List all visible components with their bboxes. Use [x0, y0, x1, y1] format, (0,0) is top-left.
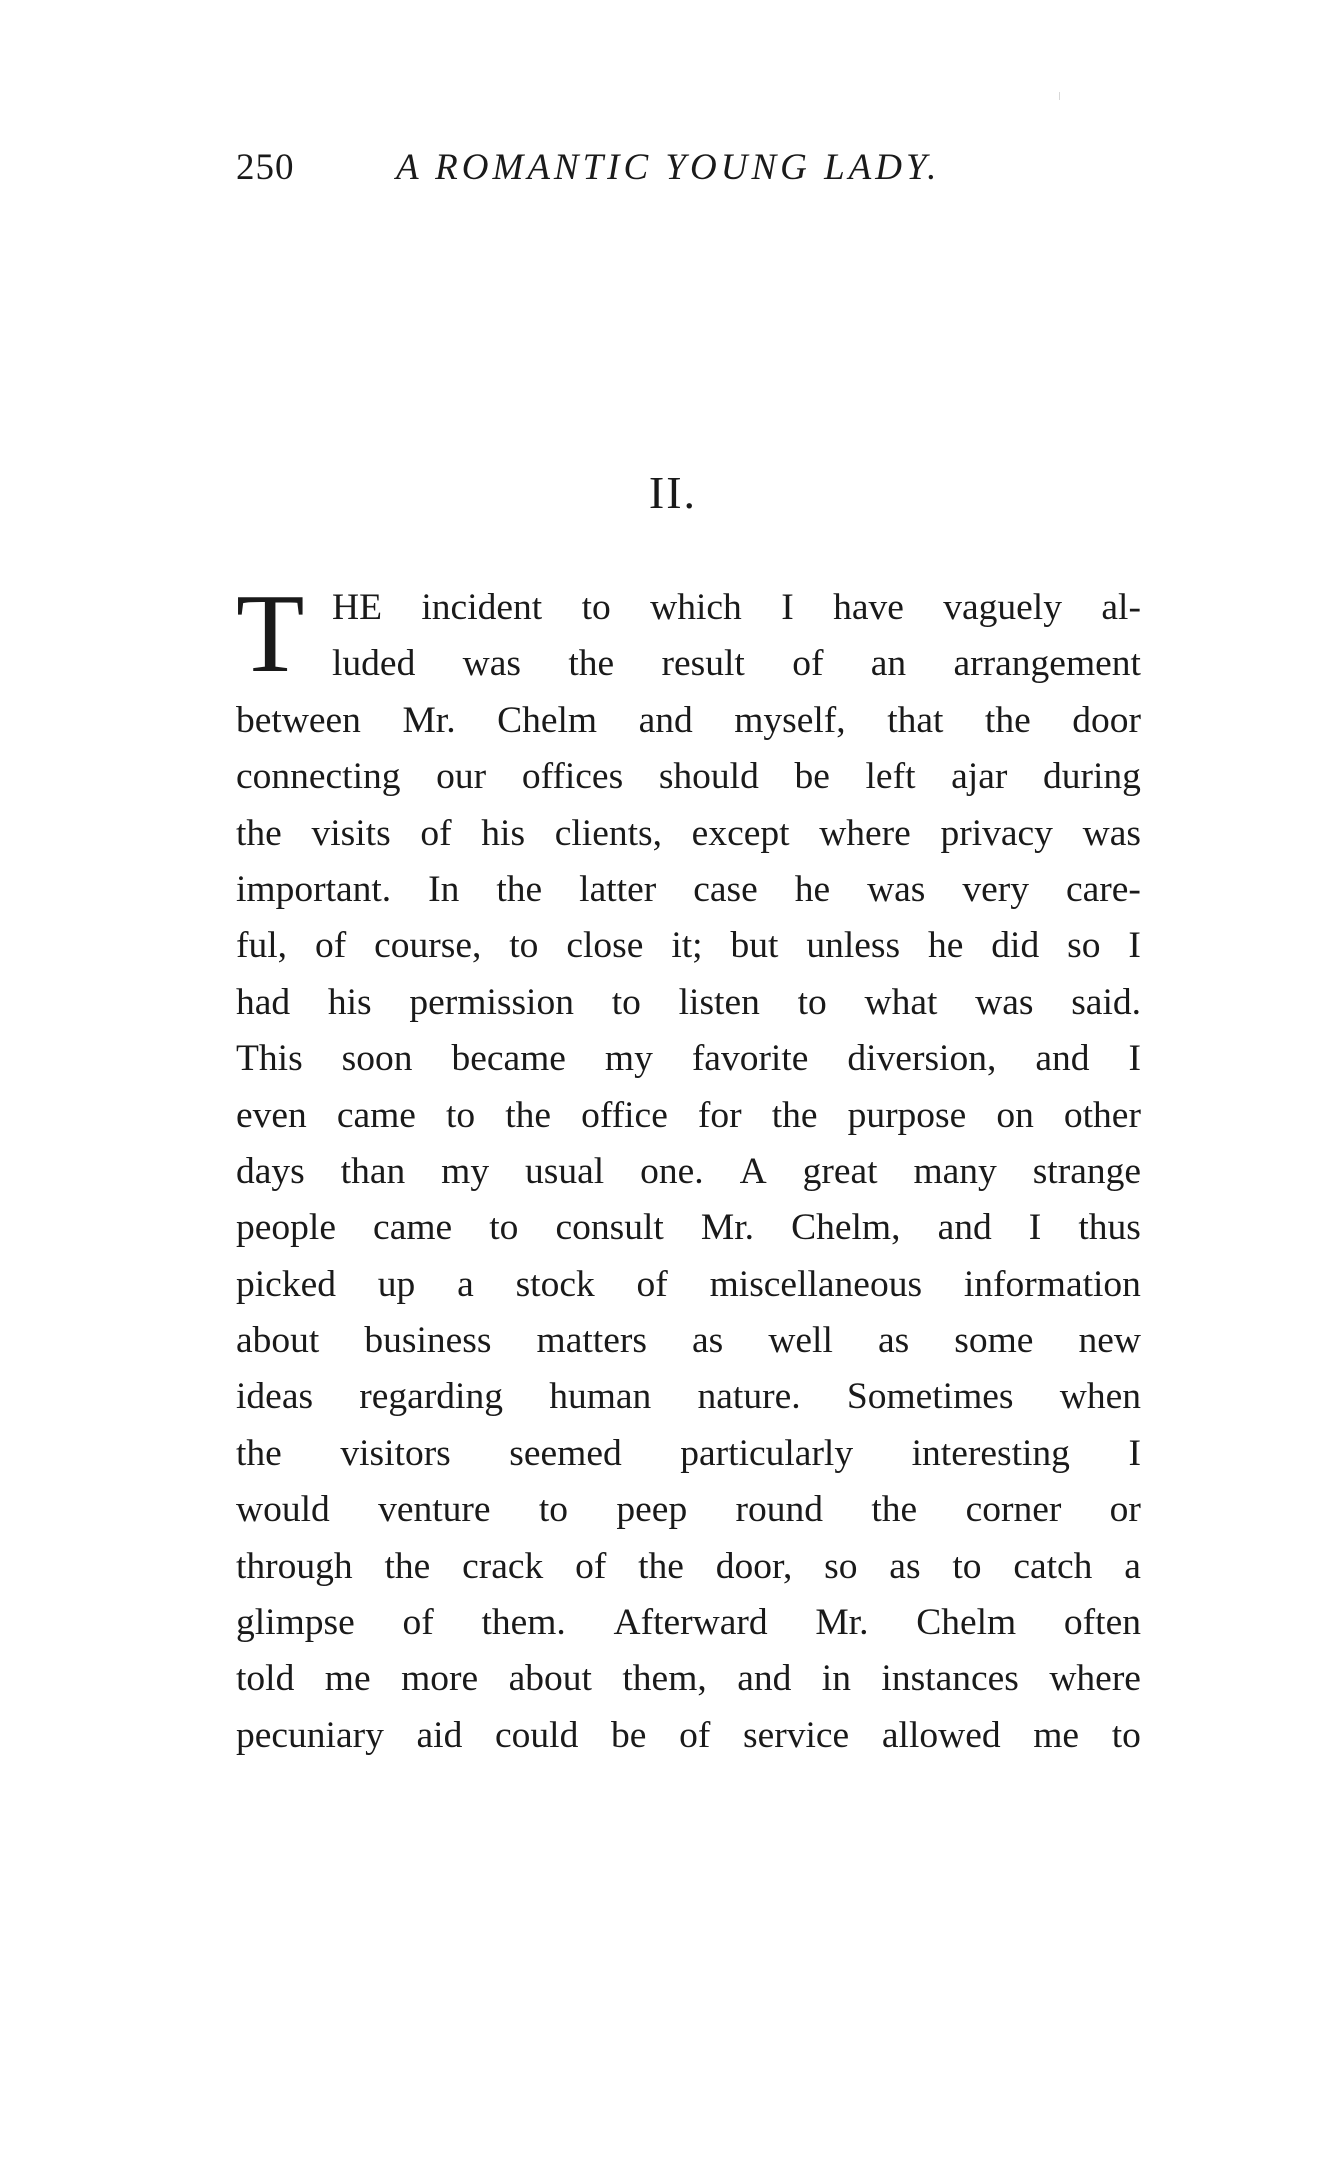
word: I: [781, 587, 794, 628]
word: some: [954, 1320, 1034, 1362]
word: purpose: [847, 1094, 967, 1136]
word: crack: [462, 1545, 544, 1587]
text-line: [236, 1482, 1141, 1538]
word: was: [867, 868, 926, 910]
word: visits: [311, 812, 391, 854]
word: so: [824, 1545, 858, 1587]
word: and: [638, 699, 693, 741]
word: al-: [1101, 587, 1141, 628]
word: very: [962, 868, 1029, 910]
word: corner: [965, 1489, 1062, 1531]
word: people: [236, 1207, 336, 1249]
word: on: [996, 1094, 1034, 1136]
word: his: [481, 812, 526, 854]
drop-cap: T: [236, 572, 305, 696]
word: Chelm: [497, 699, 598, 741]
text-line: [236, 1088, 1141, 1144]
word: to: [509, 925, 539, 967]
word: as: [692, 1320, 724, 1362]
word: where: [1049, 1658, 1141, 1700]
word: my: [604, 1038, 653, 1080]
word: could: [495, 1714, 579, 1756]
word: a: [457, 1263, 474, 1305]
word: and: [737, 1658, 792, 1700]
word: the: [984, 699, 1031, 741]
word: did: [991, 925, 1040, 967]
word: what: [864, 981, 938, 1023]
word: the: [871, 1489, 918, 1531]
word: came: [373, 1207, 453, 1249]
word: usual: [525, 1150, 605, 1192]
word: door: [1072, 699, 1141, 741]
word: was: [462, 643, 521, 685]
word: particularly: [680, 1432, 854, 1474]
word: to: [446, 1094, 476, 1136]
word: of: [636, 1263, 668, 1305]
text-line: [236, 1651, 1141, 1707]
word: me: [1033, 1714, 1080, 1756]
word: as: [889, 1545, 921, 1587]
word: days: [236, 1150, 305, 1192]
text-line: [236, 1313, 1141, 1369]
word: left: [865, 756, 916, 798]
word: my: [441, 1150, 490, 1192]
word: I: [1128, 1038, 1141, 1080]
word: seemed: [509, 1432, 622, 1474]
word: even: [236, 1094, 307, 1136]
word: In: [428, 868, 460, 910]
word: service: [743, 1714, 850, 1756]
text-line: [236, 1595, 1141, 1651]
word: during: [1042, 756, 1141, 798]
body-text: [236, 572, 1141, 1764]
word: permission: [409, 981, 574, 1023]
word: I: [1128, 925, 1141, 967]
word: the: [236, 1432, 282, 1474]
word: the: [568, 643, 615, 685]
word: to: [489, 1207, 519, 1249]
word: I: [1028, 1207, 1042, 1249]
text-line: [236, 1257, 1141, 1313]
word: in: [821, 1658, 851, 1700]
word: human: [549, 1376, 652, 1418]
text-line: [236, 862, 1141, 918]
word: incident: [421, 587, 543, 628]
text-line: [236, 1426, 1141, 1482]
word: strange: [1032, 1150, 1141, 1192]
text-line: [236, 918, 1141, 974]
word: be: [611, 1714, 647, 1756]
word: Mr.: [815, 1602, 869, 1644]
word: of: [575, 1545, 607, 1587]
word: where: [819, 812, 911, 854]
text-line: [332, 636, 1141, 692]
chapter-heading: II.: [648, 467, 698, 518]
word: he: [927, 925, 964, 967]
word: course,: [374, 925, 482, 967]
word: be: [794, 756, 830, 798]
running-title: A ROMANTIC YOUNG LADY.: [396, 147, 941, 188]
text-line: [236, 693, 1141, 749]
word: them.: [481, 1602, 566, 1644]
word: offices: [521, 756, 624, 798]
word: Mr.: [402, 699, 456, 741]
word: matters: [536, 1320, 647, 1362]
word: office: [581, 1094, 668, 1136]
text-line: [236, 1369, 1141, 1425]
scan-speck: [1059, 92, 1060, 100]
word: well: [768, 1320, 833, 1362]
text-line: [236, 1539, 1141, 1595]
text-line: [236, 975, 1141, 1031]
word: care-: [1065, 868, 1141, 910]
word: one.: [640, 1150, 704, 1192]
word: me: [324, 1658, 371, 1700]
word: but: [730, 925, 779, 967]
word: about: [236, 1320, 320, 1362]
word: came: [336, 1094, 416, 1136]
word: up: [377, 1263, 416, 1305]
word: the: [638, 1545, 684, 1587]
word: his: [327, 981, 372, 1023]
word: between: [236, 699, 361, 741]
word: close: [566, 925, 644, 967]
word: favorite: [691, 1038, 809, 1080]
word: HE: [332, 587, 382, 628]
word: door,: [715, 1545, 793, 1587]
word: information: [963, 1263, 1141, 1305]
word: ful,: [236, 925, 288, 967]
word: to: [1111, 1714, 1141, 1756]
word: when: [1059, 1376, 1141, 1418]
word: them,: [622, 1658, 707, 1700]
word: our: [436, 756, 487, 798]
word: that: [887, 699, 944, 741]
word: case: [693, 868, 758, 910]
text-line: [236, 1144, 1141, 1200]
word: Chelm: [916, 1602, 1017, 1644]
word: Sometimes: [846, 1376, 1014, 1418]
word: peep: [616, 1489, 688, 1531]
word: unless: [806, 925, 901, 967]
word: instances: [881, 1658, 1019, 1700]
word: he: [794, 868, 831, 910]
word: soon: [341, 1038, 413, 1080]
word: so: [1067, 925, 1101, 967]
word: arrangement: [953, 643, 1141, 685]
word: ajar: [951, 756, 1008, 798]
word: luded: [332, 643, 416, 685]
word: was: [975, 981, 1034, 1023]
word: Chelm,: [791, 1207, 901, 1249]
word: connecting: [236, 756, 401, 798]
word: and: [1035, 1038, 1090, 1080]
word: should: [658, 756, 759, 798]
text-line: [236, 1708, 1141, 1764]
word: listen: [678, 981, 760, 1023]
word: result: [661, 643, 745, 685]
word: than: [340, 1150, 406, 1192]
word: more: [401, 1658, 479, 1700]
word: which: [650, 587, 742, 628]
word: to: [952, 1545, 982, 1587]
word: new: [1078, 1320, 1141, 1362]
word: catch: [1013, 1545, 1093, 1587]
running-head: [236, 146, 996, 196]
word: said.: [1071, 981, 1141, 1023]
word: A: [739, 1150, 767, 1192]
word: other: [1063, 1094, 1141, 1136]
text-line: [236, 806, 1141, 862]
word: became: [451, 1038, 566, 1080]
word: of: [402, 1602, 434, 1644]
word: of: [314, 925, 347, 967]
word: an: [870, 643, 907, 685]
word: to: [611, 981, 641, 1023]
word: thus: [1078, 1207, 1141, 1249]
word: consult: [555, 1207, 664, 1249]
word: nature.: [697, 1376, 801, 1418]
word: or: [1109, 1489, 1141, 1531]
word: had: [236, 981, 291, 1023]
word: the: [384, 1545, 431, 1587]
word: was: [1082, 812, 1141, 854]
word: except: [691, 812, 790, 854]
word: stock: [515, 1263, 595, 1305]
word: a: [1124, 1545, 1141, 1587]
text-line: [332, 580, 1141, 636]
word: allowed: [881, 1714, 1001, 1756]
text-line: [236, 749, 1141, 805]
word: to: [581, 587, 611, 628]
word: as: [877, 1320, 910, 1362]
word: diversion,: [847, 1038, 997, 1080]
word: many: [913, 1150, 997, 1192]
word: to: [797, 981, 827, 1023]
word: vaguely: [943, 587, 1062, 628]
word: told: [236, 1658, 295, 1700]
word: important.: [236, 868, 392, 910]
word: privacy: [940, 812, 1053, 854]
word: it;: [671, 925, 703, 967]
word: Afterward: [613, 1602, 768, 1644]
word: of: [420, 812, 452, 854]
word: and: [937, 1207, 992, 1249]
word: venture: [378, 1489, 491, 1531]
word: picked: [236, 1263, 336, 1305]
word: interesting: [911, 1432, 1070, 1474]
word: for: [697, 1094, 742, 1136]
word: about: [508, 1658, 592, 1700]
word: of: [679, 1714, 711, 1756]
word: myself,: [734, 699, 846, 741]
word: clients,: [554, 812, 662, 854]
word: the: [771, 1094, 818, 1136]
page-number: 250: [236, 147, 295, 188]
word: great: [802, 1150, 878, 1192]
word: glimpse: [236, 1602, 355, 1644]
word: business: [364, 1320, 492, 1362]
text-line: [236, 1200, 1141, 1256]
word: Mr.: [700, 1207, 755, 1249]
word: have: [833, 587, 904, 628]
word: often: [1063, 1602, 1141, 1644]
word: would: [236, 1489, 330, 1531]
word: the: [496, 868, 543, 910]
word: round: [735, 1489, 824, 1531]
word: miscellaneous: [709, 1263, 923, 1305]
word: the: [236, 812, 282, 854]
word: regarding: [359, 1376, 503, 1418]
word: of: [792, 643, 824, 685]
word: ideas: [236, 1376, 314, 1418]
word: the: [505, 1094, 552, 1136]
word: I: [1128, 1432, 1141, 1474]
word: visitors: [340, 1432, 451, 1474]
word: aid: [416, 1714, 463, 1756]
word: This: [236, 1038, 303, 1080]
word: through: [236, 1545, 353, 1587]
text-line: [236, 1031, 1141, 1087]
word: latter: [579, 868, 657, 910]
word: pecuniary: [236, 1714, 384, 1756]
word: to: [538, 1489, 569, 1531]
